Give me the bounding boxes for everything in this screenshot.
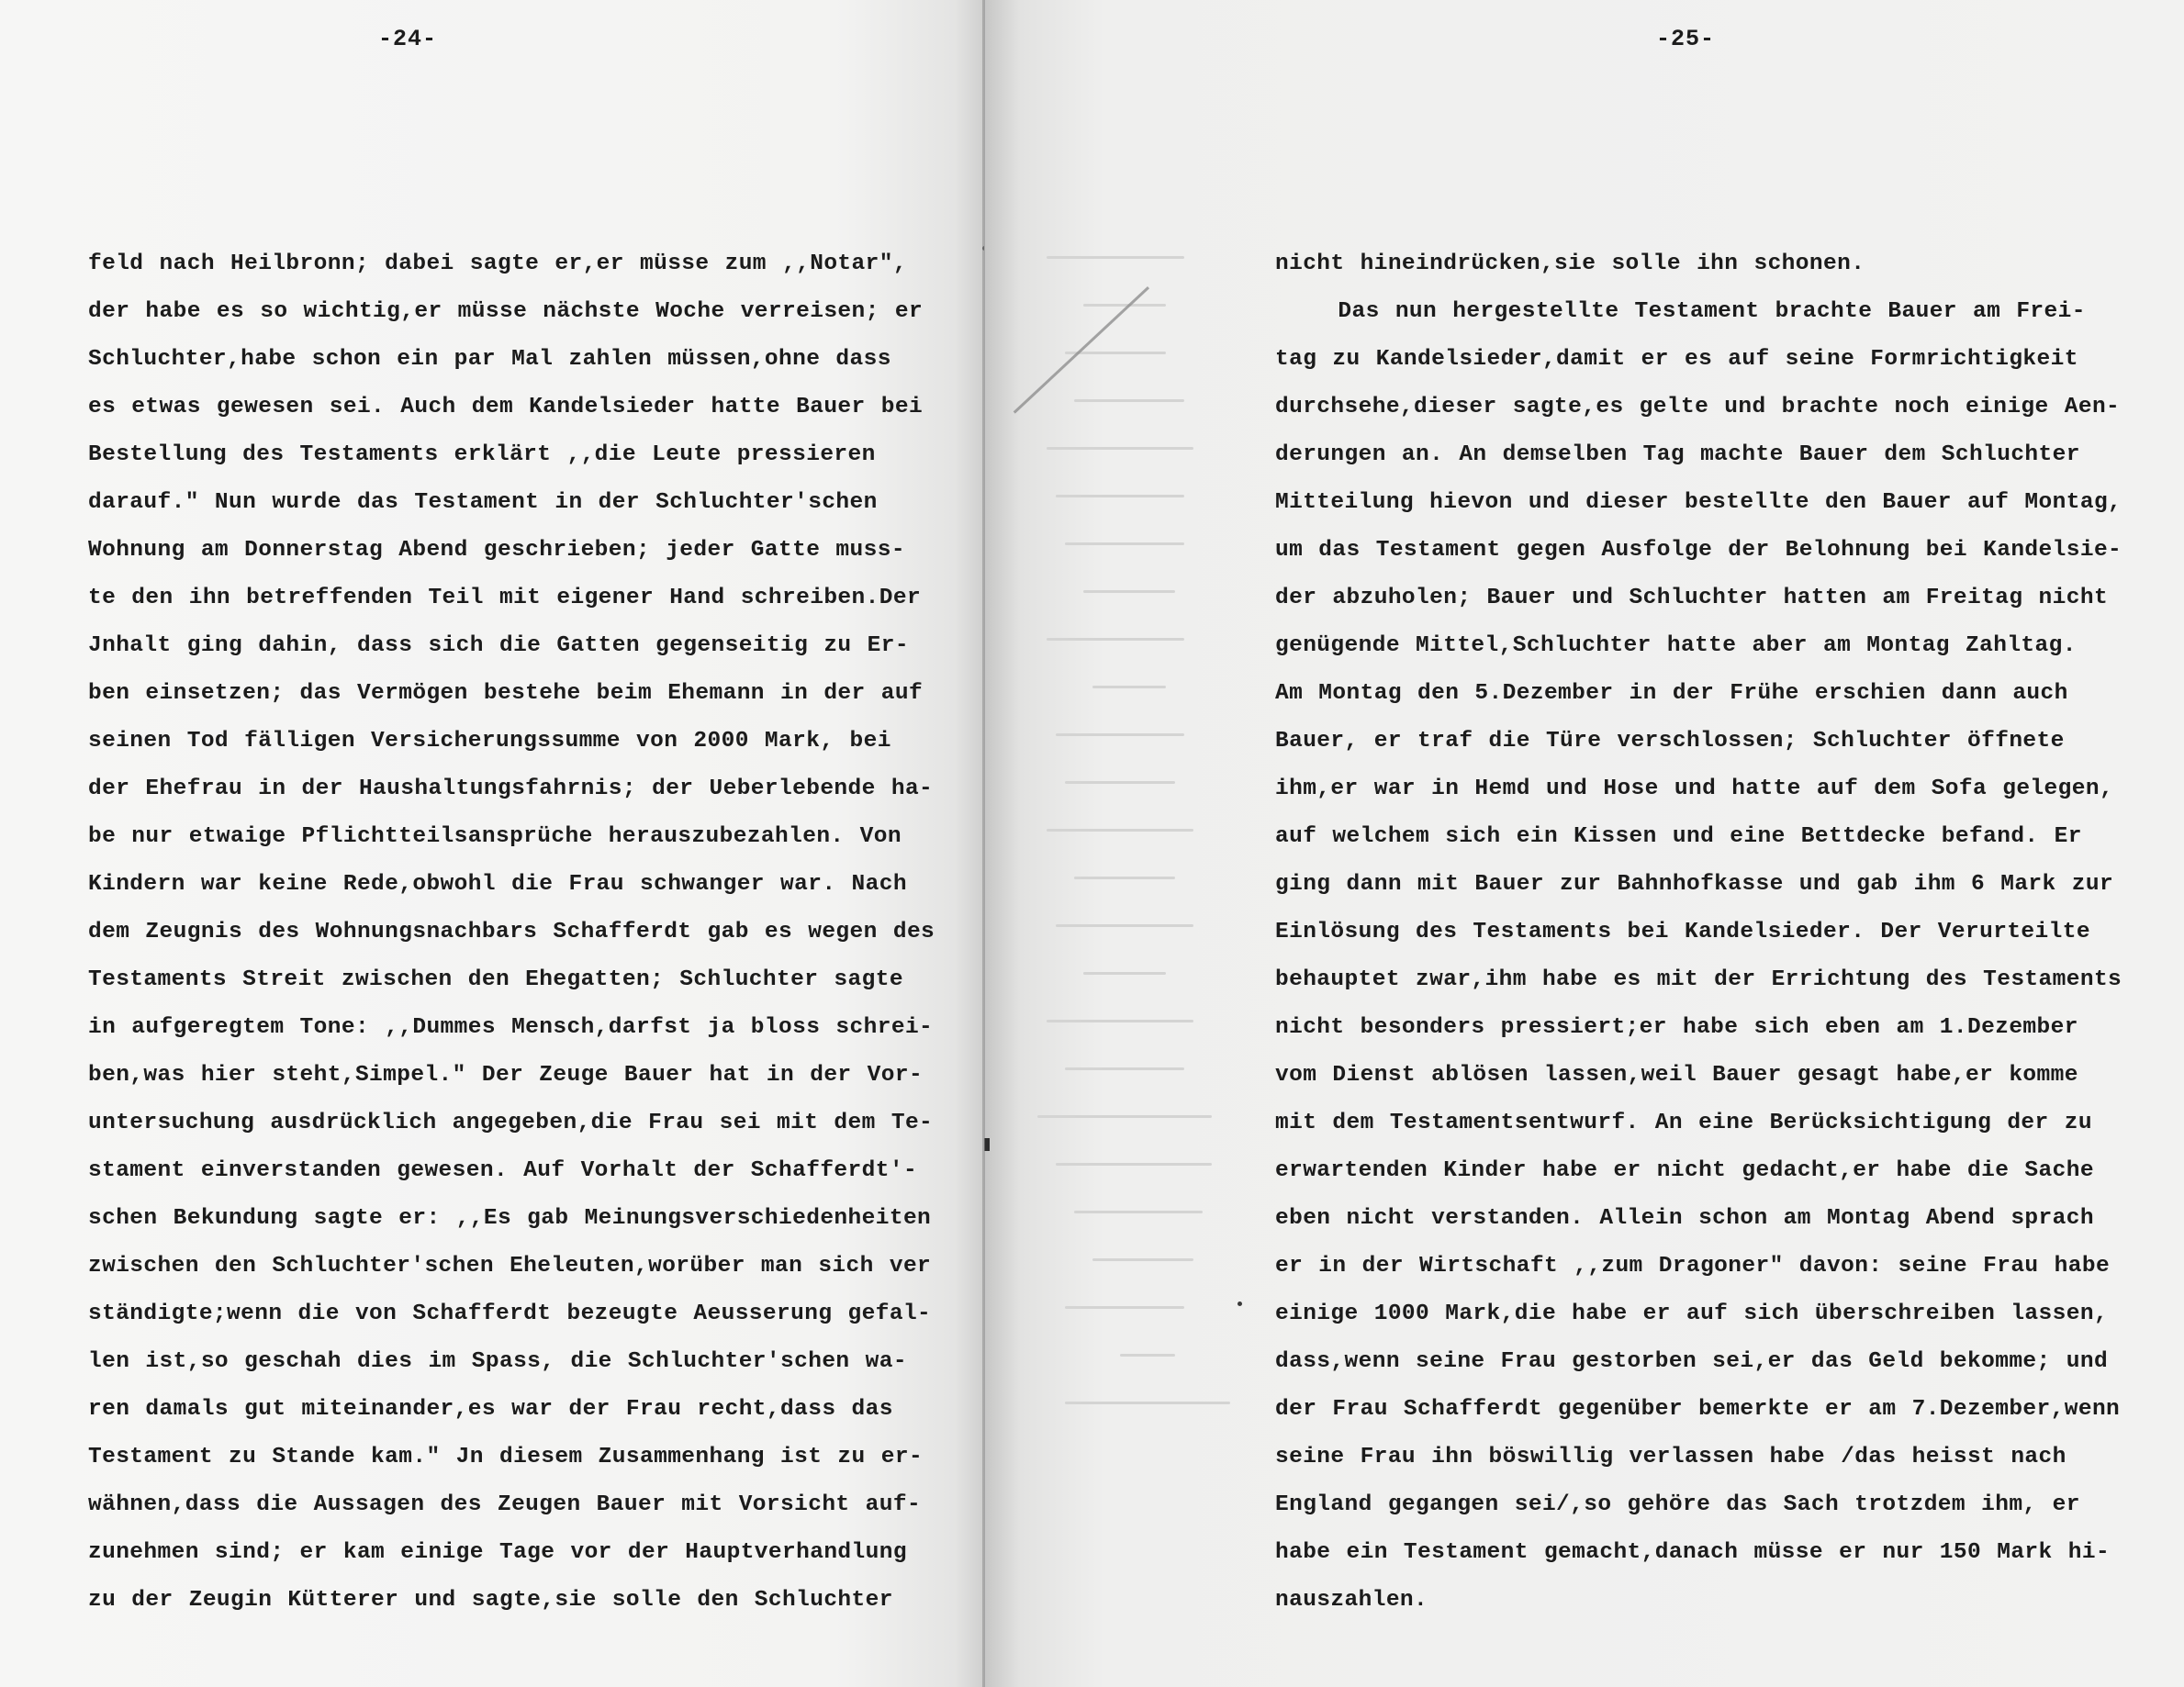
text-line: nauszahlen. (1275, 1588, 1428, 1613)
text-line: darauf." Nun wurde das Testament in der Schluchter'schen (88, 490, 878, 515)
text-line: Mitteilung hievon und dieser bestellte den Bauer auf Montag, (1275, 490, 2122, 515)
text-line: erwartenden Kinder habe er nicht gedacht,er habe die Sache (1275, 1158, 2094, 1183)
margin-dot (1238, 1302, 1242, 1306)
text-line: einige 1000 Mark,die habe er auf sich überschreiben lassen, (1275, 1302, 2109, 1326)
text-line: ben,was hier steht,Simpel." Der Zeuge Bauer hat in der Vor- (88, 1063, 924, 1088)
text-line: ging dann mit Bauer zur Bahnhofkasse und gab ihm 6 Mark zur (1275, 872, 2114, 897)
text-line: nicht hineindrücken,sie solle ihn schonen. (1275, 251, 1865, 276)
text-line: vom Dienst ablösen lassen,weil Bauer gesagt habe,er komme (1275, 1063, 2078, 1088)
right-page (984, 0, 2184, 1687)
text-line: len ist,so geschah dies im Spass, die Schluchter'schen wa- (88, 1349, 907, 1374)
page-number: -25- (1656, 26, 1716, 52)
text-line: der Frau Schafferdt gegenüber bemerkte er am 7.Dezember,wenn (1275, 1397, 2121, 1422)
text-line: ren damals gut miteinander,es war der Frau recht,dass das (88, 1397, 893, 1422)
text-line: wähnen,dass die Aussagen des Zeugen Bauer mit Vorsicht auf- (88, 1492, 922, 1517)
text-line: nicht besonders pressiert;er habe sich eben am 1.Dezember (1275, 1015, 2078, 1040)
text-line: dass,wenn seine Frau gestorben sei,er das Geld bekomme; und (1275, 1349, 2109, 1374)
text-line: Am Montag den 5.Dezember in der Frühe erschien dann auch (1275, 681, 2068, 706)
text-line: ständigte;wenn die von Schafferdt bezeugte Aeusserung gefal- (88, 1302, 932, 1326)
text-line: ihm,er war in Hemd und Hose und hatte auf dem Sofa gelegen, (1275, 776, 2114, 801)
text-line: der abzuholen; Bauer und Schluchter hatten am Freitag nicht (1275, 586, 2109, 610)
text-line: Testaments Streit zwischen den Ehegatten; Schluchter sagte (88, 967, 903, 992)
right-page-text (1275, 240, 2161, 1625)
text-line: in aufgeregtem Tone: ,,Dummes Mensch,darfst ja bloss schrei- (88, 1015, 934, 1040)
text-line: er in der Wirtschaft ,,zum Dragoner" davon: seine Frau habe (1275, 1254, 2111, 1279)
text-line: ben einsetzen; das Vermögen bestehe beim Ehemann in der auf (88, 681, 924, 706)
text-line: be nur etwaige Pflichtteilsansprüche herauszubezahlen. Von (88, 824, 902, 849)
text-line: stament einverstanden gewesen. Auf Vorhalt der Schafferdt'- (88, 1158, 918, 1183)
page-number: -24- (378, 26, 438, 52)
text-line: seinen Tod fälligen Versicherungssumme von 2000 Mark, bei (88, 729, 891, 754)
text-line: Bauer, er traf die Türe verschlossen; Schluchter öffnete (1275, 729, 2065, 754)
text-line: untersuchung ausdrücklich angegeben,die Frau sei mit dem Te- (88, 1111, 934, 1135)
text-line: Kindern war keine Rede,obwohl die Frau schwanger war. Nach (88, 872, 907, 897)
text-line: feld nach Heilbronn; dabei sagte er,er müsse zum ,,Notar", (88, 251, 907, 276)
text-line: Das nun hergestellte Testament brachte Bauer am Frei- (1275, 299, 2086, 324)
text-line: dem Zeugnis des Wohnungsnachbars Schafferdt gab es wegen des (88, 920, 935, 944)
text-line: behauptet zwar,ihm habe es mit der Errichtung des Testaments (1275, 967, 2122, 992)
text-line: Testament zu Stande kam." Jn diesem Zusammenhang ist zu er- (88, 1445, 924, 1469)
left-page-text (88, 240, 960, 1625)
text-line: England gegangen sei/,so gehöre das Sach trotzdem ihm, er (1275, 1492, 2080, 1517)
text-line: seine Frau ihn böswillig verlassen habe /das heisst nach (1275, 1445, 2066, 1469)
text-line: Wohnung am Donnerstag Abend geschrieben; jeder Gatte muss- (88, 538, 905, 563)
text-line: tag zu Kandelsieder,damit er es auf seine Formrichtigkeit (1275, 347, 2078, 372)
text-line: genügende Mittel,Schluchter hatte aber am Montag Zahltag. (1275, 633, 2077, 658)
text-line: durchsehe,dieser sagte,es gelte und brachte noch einige Aen- (1275, 395, 2121, 419)
gutter (982, 0, 985, 1687)
text-line: um das Testament gegen Ausfolge der Belohnung bei Kandelsie- (1275, 538, 2122, 563)
text-line: eben nicht verstanden. Allein schon am Montag Abend sprach (1275, 1206, 2094, 1231)
text-line: schen Bekundung sagte er: ,,Es gab Meinungsverschiedenheiten (88, 1206, 932, 1231)
text-line: Einlösung des Testaments bei Kandelsieder. Der Verurteilte (1275, 920, 2090, 944)
text-line: habe ein Testament gemacht,danach müsse er nur 150 Mark hi- (1275, 1540, 2111, 1565)
text-line: Jnhalt ging dahin, dass sich die Gatten gegenseitig zu Er- (88, 633, 909, 658)
left-page (0, 0, 984, 1687)
text-line: zwischen den Schluchter'schen Eheleuten,worüber man sich ver (88, 1254, 932, 1279)
bleed-through-text (1010, 234, 1285, 1427)
text-line: der Ehefrau in der Haushaltungsfahrnis; der Ueberlebende ha- (88, 776, 934, 801)
text-line: Schluchter,habe schon ein par Mal zahlen müssen,ohne dass (88, 347, 891, 372)
text-line: derungen an. An demselben Tag machte Bauer dem Schluchter (1275, 442, 2080, 467)
text-line: es etwas gewesen sei. Auch dem Kandelsieder hatte Bauer bei (88, 395, 924, 419)
text-line: te den ihn betreffenden Teil mit eigener Hand schreiben.Der (88, 586, 922, 610)
text-line: zu der Zeugin Kütterer und sagte,sie solle den Schluchter (88, 1588, 893, 1613)
text-line: auf welchem sich ein Kissen und eine Bettdecke befand. Er (1275, 824, 2082, 849)
text-line: mit dem Testamentsentwurf. An eine Berücksichtigung der zu (1275, 1111, 2092, 1135)
text-line: der habe es so wichtig,er müsse nächste Woche verreisen; er (88, 299, 924, 324)
text-line: zunehmen sind; er kam einige Tage vor der Hauptverhandlung (88, 1540, 907, 1565)
text-line: Bestellung des Testaments erklärt ,,die Leute pressieren (88, 442, 876, 467)
